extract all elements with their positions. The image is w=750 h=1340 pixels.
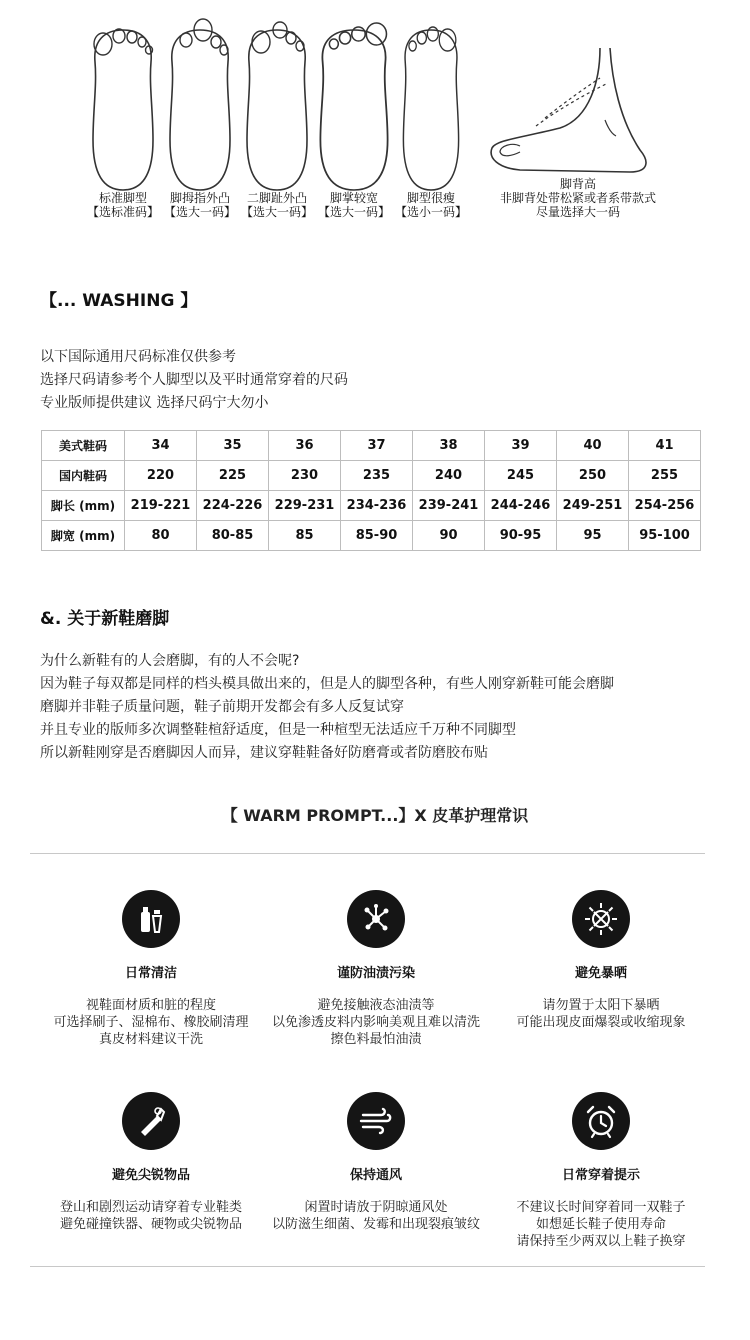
care-item-wearing: 日常穿着提示 不建议长时间穿着同一双鞋子 如想延长鞋子使用寿命 请保持至少两双以上鞋子换穿 [481, 1092, 721, 1250]
size-cell: 229-231 [269, 491, 341, 521]
foot-bunion-icon [170, 19, 230, 190]
size-cell: 85 [269, 521, 341, 551]
sharp-knife-icon [122, 1092, 180, 1150]
size-cell: 240 [413, 461, 485, 491]
size-cell: 95-100 [629, 521, 701, 551]
foot-standard-icon [93, 29, 153, 190]
size-cell: 41 [629, 431, 701, 461]
care-item-sharp: 避免尖锐物品 登山和剧烈运动请穿着专业鞋类 避免碰撞铁器、硬物或尖锐物品 [31, 1092, 271, 1233]
new-shoes-title: &. 关于新鞋磨脚 [40, 609, 170, 629]
foot-caption-bunion: 脚拇指外凸 【选大一码】 [163, 191, 236, 219]
size-cell: 35 [197, 431, 269, 461]
size-cell: 40 [557, 431, 629, 461]
oil-splash-icon [347, 890, 405, 948]
size-cell: 234-236 [341, 491, 413, 521]
size-cell: 249-251 [557, 491, 629, 521]
cleaning-bottles-icon [122, 890, 180, 948]
foot-thin-icon [403, 27, 458, 190]
washing-title: 【... WASHING 】 [40, 291, 198, 311]
foot-second-toe-icon [247, 22, 307, 190]
size-table-row [42, 431, 701, 461]
size-notes: 以下国际通用尺码标准仅供参考 选择尺码请参考个人脚型以及平时通常穿着的尺码 专业版师提供建议 选择尺码宁大勿小 [40, 349, 348, 411]
size-cell: 90 [413, 521, 485, 551]
foot-wide-icon [320, 23, 387, 190]
new-shoes-text: 为什么新鞋有的人会磨脚，有的人不会呢? 因为鞋子每双都是同样的档头模具做出来的，但是人的脚型各种，有些人刚穿新鞋可能会磨脚 磨脚并非鞋子质量问题，鞋子前期开发都会有多人反复试穿 并且专业的版师多次调整鞋楦舒适度，但是一种楦型无法适应千万种不同脚型 所以新鞋刚穿是否磨脚因人而异，建议穿鞋鞋备好防磨膏或者防磨胶布贴 [40, 653, 614, 761]
size-cell: 250 [557, 461, 629, 491]
size-cell: 239-241 [413, 491, 485, 521]
size-table-row [42, 461, 701, 491]
no-sun-icon [572, 890, 630, 948]
size-cell: 34 [125, 431, 197, 461]
size-cell: 80-85 [197, 521, 269, 551]
size-cell: 244-246 [485, 491, 557, 521]
foot-caption-standard: 标准脚型 【选标准码】 [86, 191, 159, 219]
care-title: 【 WARM PROMPT...】X 皮革护理常识 [221, 806, 529, 825]
size-cell: 254-256 [629, 491, 701, 521]
care-item-cleaning: 日常清洁 视鞋面材质和脏的程度 可选择刷子、湿棉布、橡胶刷清理 真皮材料建议干洗 [31, 890, 271, 1048]
size-cell: 95 [557, 521, 629, 551]
size-cell: 225 [197, 461, 269, 491]
foot-caption-wide: 脚掌较宽 【选大一码】 [317, 191, 390, 219]
alarm-clock-icon [572, 1092, 630, 1150]
care-item-ventilation: 保持通风 闲置时请放于阴晾通风处 以防滋生细菌、发霉和出现裂痕皱纹 [256, 1092, 496, 1233]
care-item-oil: 谨防油渍污染 避免接触液态油渍等 以免渗透皮料内影响美观且难以清洗 擦色料最怕油渍 [256, 890, 496, 1048]
size-table-row [42, 491, 701, 521]
size-cell: 39 [485, 431, 557, 461]
wind-icon [347, 1092, 405, 1150]
size-cell: 255 [629, 461, 701, 491]
instep-caption: 脚背高 非脚背处带松紧或者系带款式 尽量选择大一码 [499, 177, 656, 219]
size-cell: 220 [125, 461, 197, 491]
divider-top [30, 853, 705, 854]
size-cell: 230 [269, 461, 341, 491]
size-cell: 38 [413, 431, 485, 461]
size-cell: 219-221 [125, 491, 197, 521]
size-row-label: 脚长 (mm) [42, 491, 125, 521]
size-row-label: 美式鞋码 [42, 431, 125, 461]
size-table-row [42, 521, 701, 551]
divider-bottom [30, 1266, 705, 1267]
size-cell: 85-90 [341, 521, 413, 551]
size-cell: 235 [341, 461, 413, 491]
size-cell: 37 [341, 431, 413, 461]
size-cell: 224-226 [197, 491, 269, 521]
foot-caption-thin: 脚型很瘦 【选小一码】 [394, 191, 467, 219]
size-row-label: 国内鞋码 [42, 461, 125, 491]
size-cell: 36 [269, 431, 341, 461]
size-cell: 80 [125, 521, 197, 551]
size-row-label: 脚宽 (mm) [42, 521, 125, 551]
size-table [41, 430, 701, 551]
size-cell: 90-95 [485, 521, 557, 551]
foot-instep-icon [491, 48, 646, 172]
care-item-sun: 避免暴晒 请勿置于太阳下暴晒 可能出现皮面爆裂或收缩现象 [481, 890, 721, 1031]
size-cell: 245 [485, 461, 557, 491]
foot-caption-second-toe: 二脚趾外凸 【选大一码】 [240, 191, 313, 219]
